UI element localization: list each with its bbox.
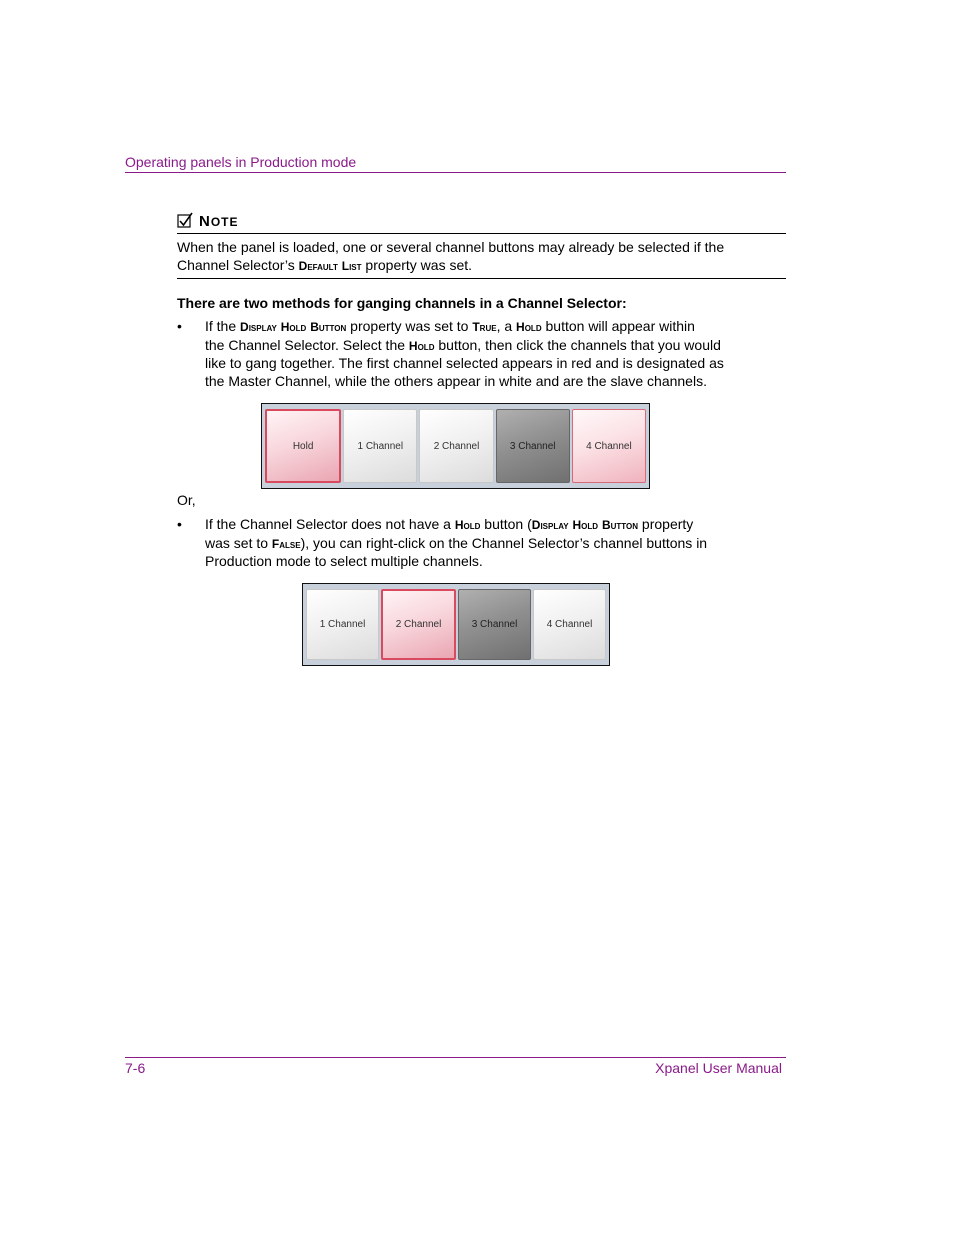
section-heading: There are two methods for ganging channels in a Channel Selector:	[177, 295, 627, 311]
channel-2-button[interactable]: 2 Channel	[381, 589, 456, 660]
manual-title: Xpanel User Manual	[655, 1060, 782, 1076]
header-divider	[125, 172, 786, 173]
note-top-rule	[177, 233, 786, 234]
channel-4-button[interactable]: 4 Channel	[533, 589, 606, 660]
bullet-marker: •	[177, 318, 182, 334]
page-number: 7-6	[125, 1060, 146, 1076]
note-body: When the panel is loaded, one or several channel buttons may already be selected if the Channel Selector’s Default List property was set.	[177, 239, 725, 273]
channel-selector-panel-hold	[261, 403, 650, 489]
channel-3-button[interactable]: 3 Channel	[458, 589, 531, 660]
bullet-marker: •	[177, 516, 182, 532]
or-text: Or,	[177, 492, 196, 508]
list-item: If the Channel Selector does not have a Hold button (Display Hold Button property was set to False), you can right-click on the Channel Selector’s channel buttons in Production mode to select multiple channels.	[205, 516, 708, 569]
running-header: Operating panels in Production mode	[125, 154, 357, 170]
note-bottom-rule	[177, 278, 786, 279]
hold-button[interactable]: Hold	[265, 409, 341, 483]
list-item: If the Display Hold Button property was set to True, a Hold button will appear within the Channel Selector. Select the Hold button, then click the channels that you would like to gang together. The first channel selected appears in red and is designated as the Master Channel, while the others appear in white and are the slave channels.	[205, 318, 724, 389]
channel-3-button[interactable]: 3 Channel	[496, 409, 570, 483]
checkbox-check-icon	[177, 212, 193, 228]
channel-2-button[interactable]: 2 Channel	[419, 409, 493, 483]
channel-1-button[interactable]: 1 Channel	[343, 409, 417, 483]
footer-divider	[125, 1057, 786, 1058]
channel-4-button[interactable]: 4 Channel	[572, 409, 646, 483]
channel-1-button[interactable]: 1 Channel	[306, 589, 379, 660]
channel-selector-panel-rightclick	[302, 583, 610, 666]
note-heading: NOTE	[177, 212, 239, 230]
